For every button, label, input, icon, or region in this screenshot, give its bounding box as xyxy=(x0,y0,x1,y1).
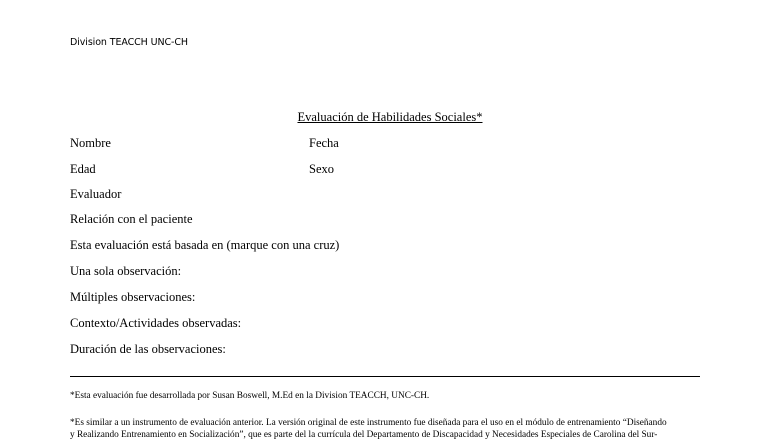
field-nombre: Nombre xyxy=(70,136,111,150)
field-fecha: Fecha xyxy=(309,136,339,150)
field-contexto: Contexto/Actividades observadas: xyxy=(70,316,242,330)
separator-line xyxy=(70,376,700,377)
header-organization: Division TEACCH UNC-CH xyxy=(70,37,188,48)
footnote-origin-line-2: y Realizando Entrenamiento en Socialización”, que es parte del la currícula del Departamento de Discapacidad y Necesidades Especiales de Carolina del Sur- xyxy=(70,430,658,440)
field-relacion: Relación con el paciente xyxy=(70,212,193,226)
footnote-origin xyxy=(70,417,718,441)
footnote-author: *Esta evaluación fue desarrollada por Susan Boswell, M.Ed en la Division TEACCH, UNC-CH. xyxy=(70,391,430,401)
field-basada: Esta evaluación está basada en (marque con una cruz) xyxy=(70,238,340,252)
field-duracion: Duración de las observaciones: xyxy=(70,342,226,356)
form-title-text: Evaluación de Habilidades Sociales* xyxy=(297,110,483,124)
field-una-sola: Una sola observación: xyxy=(70,264,182,278)
field-sexo: Sexo xyxy=(309,162,334,176)
field-edad: Edad xyxy=(70,162,96,176)
field-multiples: Múltiples observaciones: xyxy=(70,290,196,304)
field-evaluador: Evaluador xyxy=(70,187,122,201)
form-title xyxy=(0,110,784,125)
footnote-origin-line-1: *Es similar a un instrumento de evaluación anterior. La versión original de este instrumento fue diseñada para el uso en el módulo de entrenamiento “Diseñando xyxy=(70,418,667,428)
